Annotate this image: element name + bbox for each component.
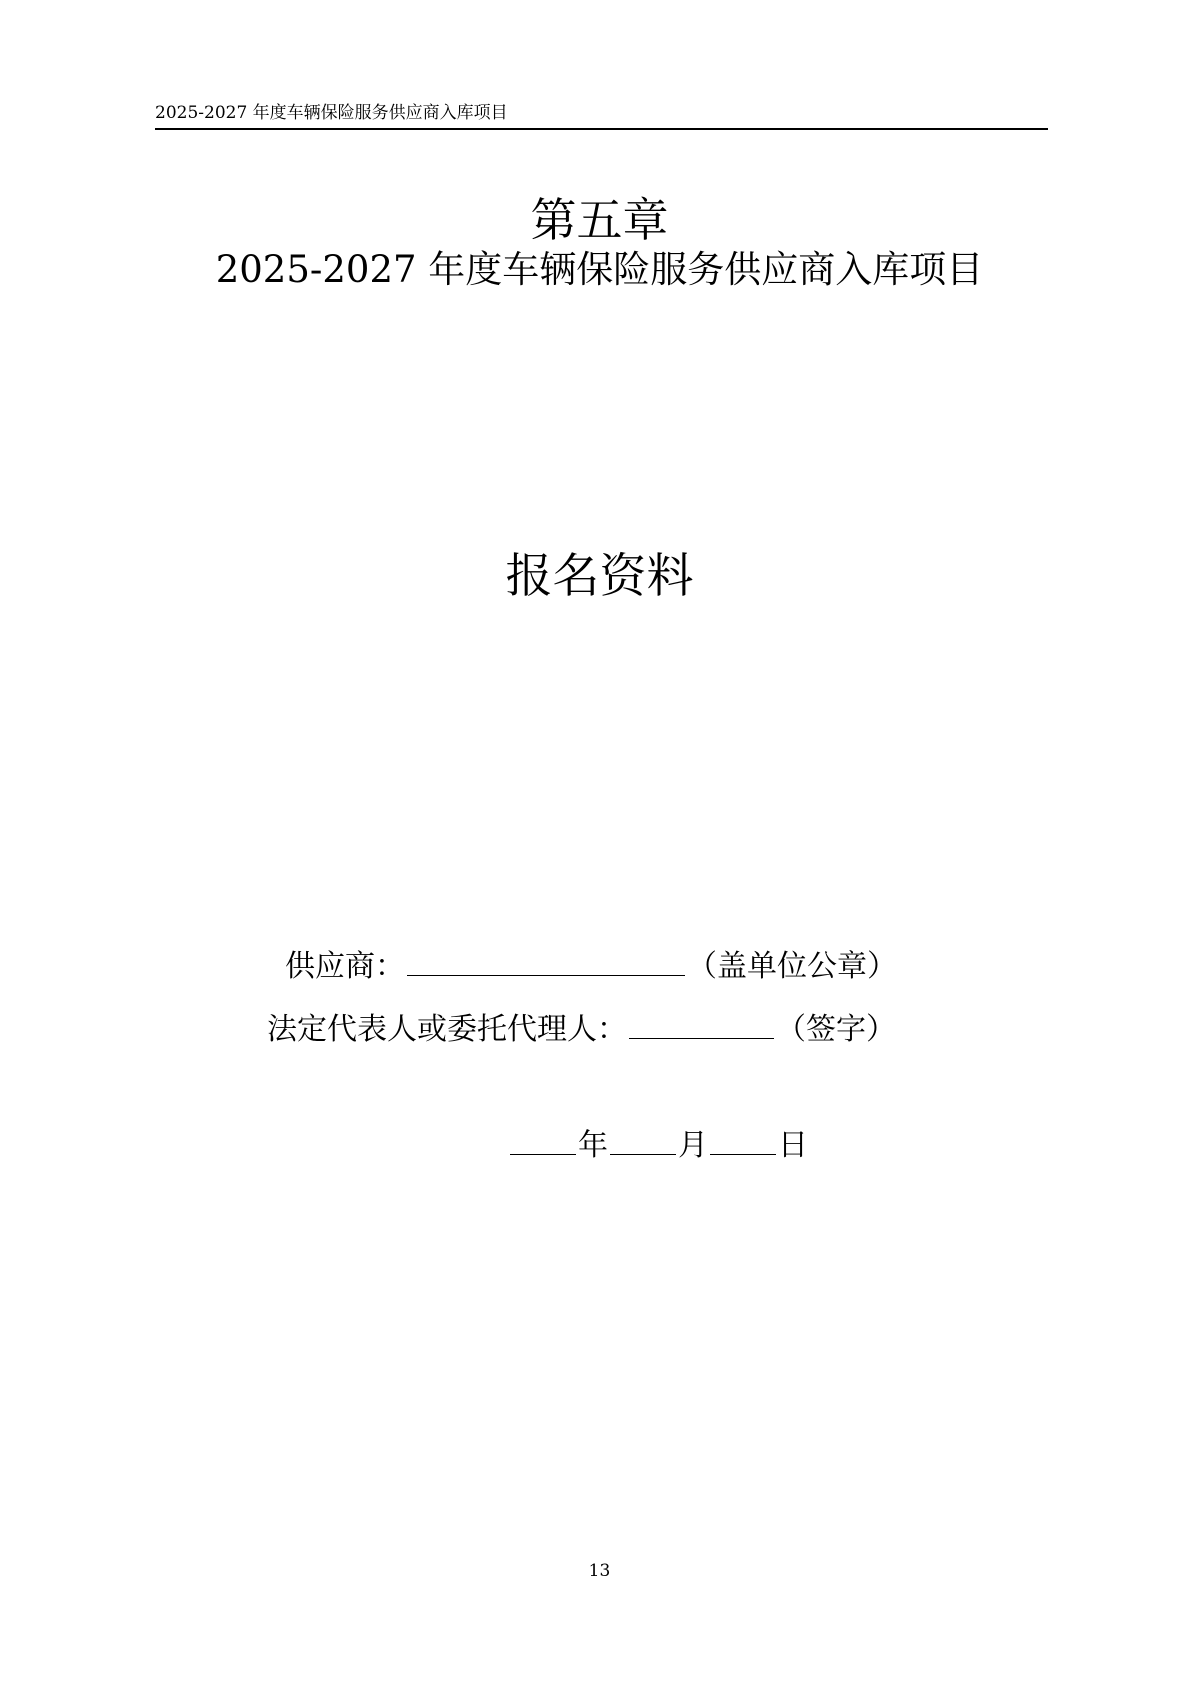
day-label: 日: [778, 1128, 808, 1163]
year-label: 年: [578, 1128, 608, 1163]
header-rule: [155, 128, 1048, 130]
day-blank[interactable]: [710, 1124, 776, 1155]
month-label: 月: [678, 1128, 708, 1163]
representative-blank[interactable]: [629, 1008, 774, 1039]
year-blank[interactable]: [510, 1124, 576, 1155]
supplier-label: 供应商：: [285, 949, 405, 984]
representative-label: 法定代表人或委托代理人：: [267, 1012, 627, 1047]
running-header: 2025-2027 年度车辆保险服务供应商入库项目: [155, 103, 508, 123]
supplier-blank[interactable]: [407, 945, 685, 976]
supplier-line: [285, 945, 897, 987]
page-number: 13: [588, 1561, 611, 1581]
month-blank[interactable]: [610, 1124, 676, 1155]
supplier-seal-note: （盖单位公章）: [687, 949, 897, 984]
date-line: [508, 1124, 808, 1166]
representative-signature-note: （签字）: [776, 1012, 896, 1047]
chapter-title: 第五章: [530, 193, 669, 247]
document-title: 报名资料: [505, 549, 694, 604]
representative-line: [267, 1008, 896, 1050]
project-title: 2025-2027 年度车辆保险服务供应商入库项目: [215, 248, 984, 291]
